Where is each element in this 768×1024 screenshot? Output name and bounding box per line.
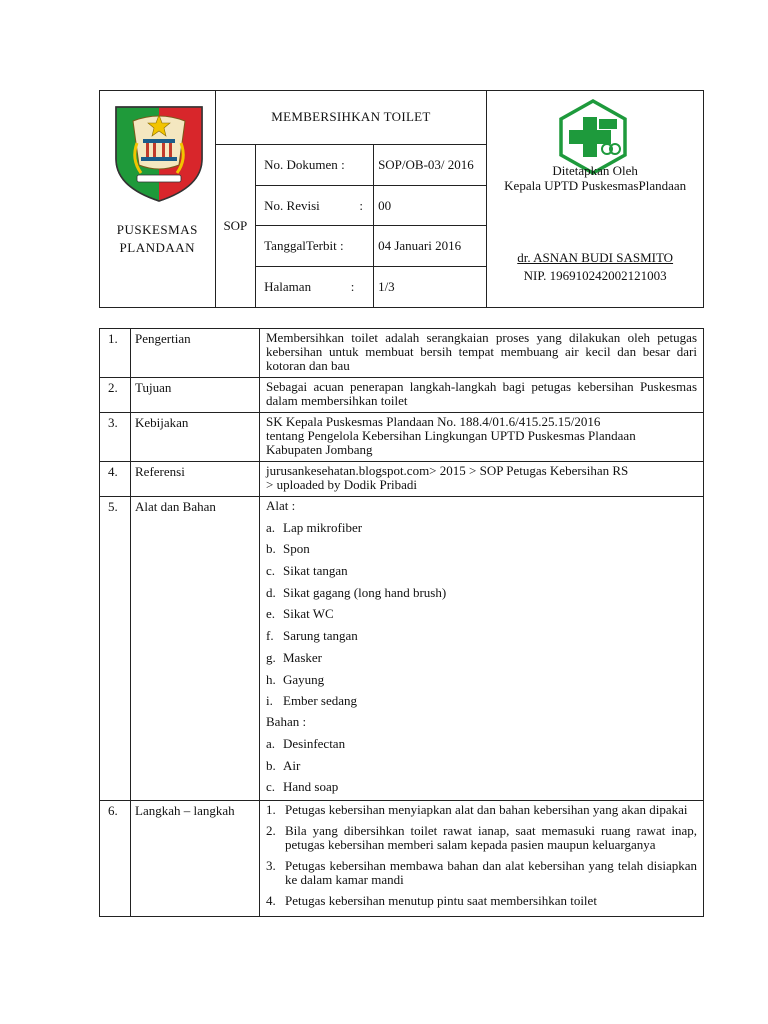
- section-referensi: [100, 462, 704, 497]
- signatory-name: dr. ASNAN BUDI SASMITO: [517, 250, 674, 265]
- reference-line: > uploaded by Dodik Pribadi: [266, 477, 418, 492]
- field-label-tanggal: TanggalTerbit :: [256, 226, 374, 267]
- policy-line: tentang Pengelola Kebersihan Lingkungan UPTD Puskesmas Plandaan: [266, 428, 636, 443]
- bahan-list: [266, 737, 697, 794]
- regency-emblem-icon: [113, 103, 205, 203]
- org-name-line2: PLANDAAN: [119, 240, 196, 255]
- step-text: Petugas kebersihan membawa bahan dan alat kebersihan yang telah disiapkan ke dalam kamar mandi: [285, 858, 697, 888]
- field-value-halaman: 1/3: [374, 267, 487, 308]
- list-text: Hand soap: [283, 779, 339, 795]
- section-pengertian: [100, 329, 704, 378]
- list-item: [266, 673, 697, 687]
- signature-caption: [487, 163, 703, 193]
- step-number: 3.: [266, 858, 276, 874]
- alat-list: [266, 521, 697, 709]
- alat-heading: Alat :: [266, 498, 296, 513]
- document-title: MEMBERSIHKAN TOILET: [215, 91, 487, 145]
- section-number: 3.: [100, 413, 131, 462]
- policy-line: SK Kepala Puskesmas Plandaan No. 188.4/01.6/415.25.15/2016: [266, 414, 601, 429]
- step-text: Bila yang dibersihkan toilet rawat ianap, saat memasuki ruang rawat inap, petugas kebersihan memberi salam kepada pasien maupun keluarganya: [285, 823, 697, 853]
- list-text: Sikat gagang (long hand brush): [283, 584, 447, 600]
- field-value-revisi: 00: [374, 185, 487, 226]
- list-marker: f.: [266, 628, 274, 644]
- section-alat-bahan: [100, 497, 704, 801]
- bahan-heading: Bahan :: [266, 714, 307, 730]
- section-number: 2.: [100, 378, 131, 413]
- list-text: Gayung: [283, 671, 325, 687]
- field-label-halaman: Halaman :: [256, 267, 374, 308]
- step-number: 2.: [266, 823, 276, 839]
- signatory-nip: NIP. 196910242002121003: [523, 268, 667, 283]
- step-item: [266, 894, 697, 908]
- list-item: [266, 780, 697, 794]
- section-number: 1.: [100, 329, 131, 378]
- step-text: Petugas kebersihan menyiapkan alat dan bahan kebersihan yang akan dipakai: [285, 802, 688, 818]
- field-label-text: TanggalTerbit: [264, 238, 337, 254]
- list-item: [266, 521, 697, 535]
- steps-list: [266, 803, 697, 908]
- section-langkah: [100, 801, 704, 917]
- list-text: Sikat WC: [283, 606, 334, 622]
- list-marker: h.: [266, 671, 276, 687]
- section-label: Tujuan: [131, 378, 260, 413]
- list-text: Sarung tangan: [283, 628, 358, 644]
- section-label: Pengertian: [131, 329, 260, 378]
- list-marker: d.: [266, 584, 276, 600]
- list-text: Masker: [283, 649, 322, 665]
- section-text: [260, 413, 704, 462]
- step-item: [266, 803, 697, 817]
- step-number: 1.: [266, 802, 276, 818]
- list-marker: c.: [266, 779, 276, 795]
- step-item: [266, 859, 697, 887]
- list-text: Ember sedang: [283, 693, 358, 709]
- section-kebijakan: [100, 413, 704, 462]
- section-text: Membersihkan toilet adalah serangkaian proses yang dilakukan oleh petugas kebersihan untuk membuat bersih tempat membuang air kecil dan besar dari kotoran dan bau: [260, 329, 704, 378]
- sop-label: SOP: [215, 144, 256, 307]
- list-marker: c.: [266, 563, 276, 579]
- list-marker: g.: [266, 649, 276, 665]
- list-text: Desinfectan: [283, 735, 346, 751]
- field-value-dokumen: SOP/OB-03/ 2016: [374, 144, 487, 185]
- list-item: [266, 564, 697, 578]
- section-text: [260, 801, 704, 917]
- reference-line: jurusankesehatan.blogspot.com> 2015 > SOP Petugas Kebersihan RS: [266, 463, 629, 478]
- step-number: 4.: [266, 893, 276, 909]
- section-label: Alat dan Bahan: [131, 497, 260, 801]
- logo-cell: [100, 91, 216, 308]
- section-number: 6.: [100, 801, 131, 917]
- list-marker: a.: [266, 735, 276, 751]
- field-label-text: Halaman: [264, 279, 312, 295]
- list-marker: b.: [266, 757, 276, 773]
- sop-content-table: [99, 328, 704, 917]
- field-label-text: No. Dokumen: [264, 156, 338, 172]
- list-text: Sikat tangan: [283, 563, 348, 579]
- field-value-tanggal: 04 Januari 2016: [374, 226, 487, 267]
- field-label-dokumen: No. Dokumen :: [256, 144, 374, 185]
- list-item: [266, 737, 697, 751]
- section-number: 5.: [100, 497, 131, 801]
- section-label: Referensi: [131, 462, 260, 497]
- section-number: 4.: [100, 462, 131, 497]
- field-label-text: No. Revisi: [264, 197, 320, 213]
- sign-line2: Kepala UPTD PuskesmasPlandaan: [504, 178, 687, 193]
- org-name-line1: PUSKESMAS: [116, 222, 198, 237]
- list-item: [266, 629, 697, 643]
- list-item: [266, 651, 697, 665]
- policy-line: Kabupaten Jombang: [266, 442, 373, 457]
- list-item: [266, 542, 697, 556]
- sign-line1: Ditetapkan Oleh: [552, 163, 638, 178]
- list-item: [266, 694, 697, 708]
- list-item: [266, 607, 697, 621]
- section-tujuan: [100, 378, 704, 413]
- section-label: Langkah – langkah: [131, 801, 260, 917]
- org-name: [100, 221, 215, 257]
- list-item: [266, 759, 697, 773]
- document-header: [99, 90, 704, 308]
- section-text: [260, 462, 704, 497]
- field-label-revisi: No. Revisi :: [256, 185, 374, 226]
- list-marker: e.: [266, 606, 276, 622]
- section-label: Kebijakan: [131, 413, 260, 462]
- section-text: Sebagai acuan penerapan langkah-langkah bagi petugas kebersihan Puskesmas dalam membersihkan toilet: [260, 378, 704, 413]
- signature-cell: [487, 91, 704, 308]
- list-marker: a.: [266, 519, 276, 535]
- step-item: [266, 824, 697, 852]
- list-text: Lap mikrofiber: [283, 519, 363, 535]
- list-item: [266, 586, 697, 600]
- section-text: [260, 497, 704, 801]
- list-marker: i.: [266, 693, 273, 709]
- list-marker: b.: [266, 541, 276, 557]
- step-text: Petugas kebersihan menutup pintu saat membersihkan toilet: [285, 893, 597, 909]
- list-text: Air: [283, 757, 301, 773]
- list-text: Spon: [283, 541, 310, 557]
